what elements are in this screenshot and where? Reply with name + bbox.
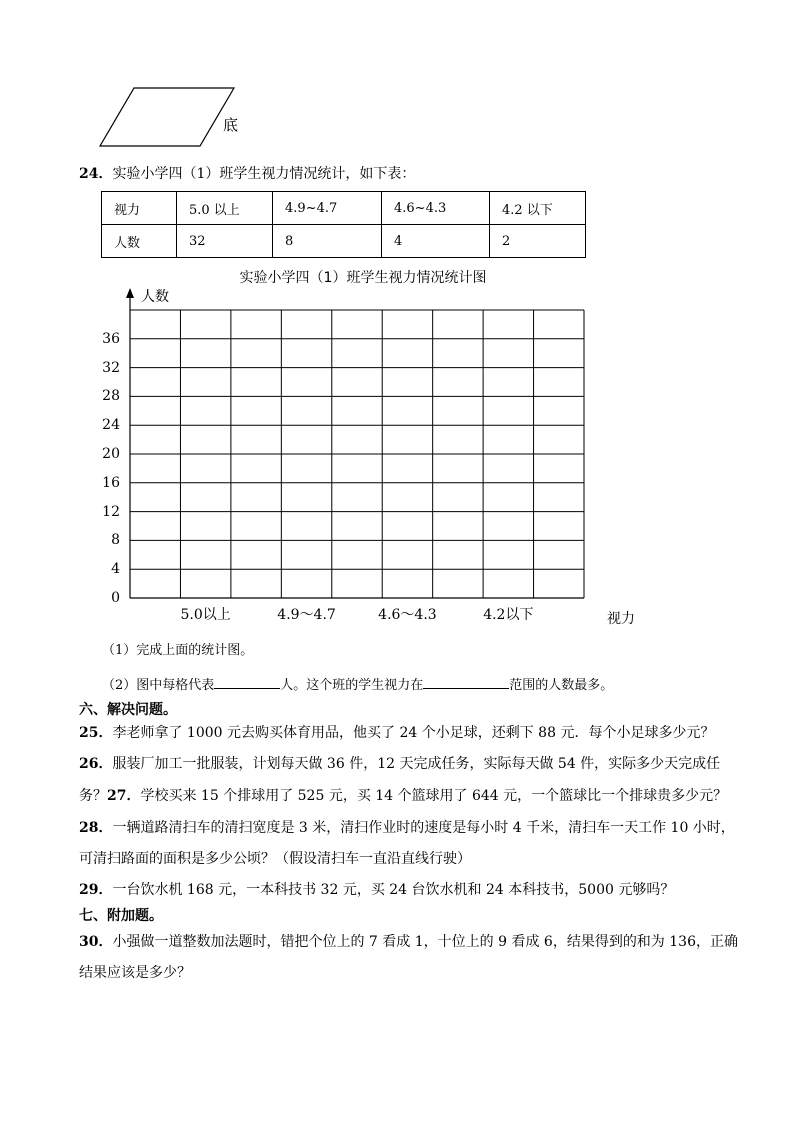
q30-text: 小强做一道整数加法题时，错把个位上的 7 看成 1，十位上的 9 看成 6，结果得到的和为 136，正确	[112, 934, 738, 950]
q30-line2: 结果应该是多少？	[79, 965, 191, 981]
q24-sub1: （1）完成上面的统计图。	[102, 643, 254, 658]
q29-number: 29．	[79, 882, 113, 898]
q28-number: 28．	[79, 820, 113, 836]
chart-x-tick-label: 4.9～4.7	[277, 607, 336, 623]
table-cell: 视力	[102, 192, 177, 225]
chart-y-tick-label: 16	[102, 474, 120, 491]
chart-y-tick-label: 12	[102, 503, 120, 520]
table-cell: 8	[273, 225, 382, 258]
chart-xlabel: 视力	[607, 611, 635, 627]
chart-x-tick-label: 4.6～4.3	[378, 607, 437, 623]
chart-x-tick-label: 5.0以上	[180, 607, 231, 623]
table-cell: 2	[490, 225, 586, 258]
q30-line1	[79, 932, 738, 952]
chart-title: 实验小学四（1）班学生视力情况统计图	[239, 270, 487, 286]
q26-text: 服装厂加工一批服装，计划每天做 36 件，12 天完成任务，实际每天做 54 件，实际多少天完成任	[112, 756, 721, 772]
parallelogram-figure	[96, 84, 241, 150]
q24-text: 实验小学四（1）班学生视力情况统计，如下表：	[112, 166, 416, 182]
q24-sub2-a: （2）图中每格代表	[102, 678, 215, 693]
answer-blank-range[interactable]	[423, 673, 509, 689]
table-cell: 人数	[102, 225, 177, 258]
q26-text-cont: 务？	[79, 788, 107, 804]
q25-number: 25．	[79, 725, 113, 741]
chart-ylabel: 人数	[141, 289, 169, 305]
table-cell: 4.2 以下	[490, 192, 586, 225]
q28-text: 一辆道路清扫车的清扫宽度是 3 米，清扫作业时的速度是每小时 4 千米，清扫车一天工作 10 小时，	[112, 820, 735, 836]
q29-text: 一台饮水机 168 元，一本科技书 32 元，买 24 台饮水机和 24 本科技书，5000 元够吗？	[112, 882, 675, 898]
q26-q27-line	[79, 786, 727, 806]
q25-text: 李老师拿了 1000 元去购买体育用品，他买了 24 个小足球，还剩下 88 元．每个小足球多少元？	[112, 725, 715, 741]
table-cell: 32	[177, 225, 273, 258]
chart-y-tick-label: 28	[102, 388, 120, 405]
table-cell: 5.0 以上	[177, 192, 273, 225]
vision-table-header-row	[102, 192, 586, 225]
table-cell: 4.6~4.3	[382, 192, 490, 225]
q25	[79, 723, 714, 743]
vision-table	[101, 191, 586, 258]
q24-line	[79, 164, 415, 184]
section7-title: 七、附加题。	[79, 908, 163, 924]
chart-x-tick-label: 4.2以下	[483, 607, 534, 623]
q29	[79, 880, 674, 900]
q27-text: 学校买来 15 个排球用了 525 元，买 14 个篮球用了 644 元，一个篮球比一个排球贵多少元？	[140, 788, 728, 804]
parallelogram-base-label: 底	[223, 116, 239, 134]
q24-sub2-b: 人。这个班的学生视力在	[280, 678, 424, 693]
q26-number: 26．	[79, 756, 113, 772]
chart-y-tick-label: 4	[111, 561, 120, 578]
chart-y-axis-arrow	[126, 288, 134, 298]
q27-number: 27．	[107, 788, 141, 804]
vision-table-data-row	[102, 225, 586, 258]
q24-number: 24．	[79, 166, 113, 182]
q26-line1	[79, 754, 720, 774]
q28-line1	[79, 818, 735, 838]
table-cell: 4.9~4.7	[273, 192, 382, 225]
answer-blank-per-cell[interactable]	[214, 673, 280, 689]
chart-y-tick-label: 0	[111, 590, 120, 606]
chart-y-tick-label: 36	[102, 330, 120, 347]
q24-sub2-c: 范围的人数最多。	[509, 678, 614, 693]
q28-line2: 可清扫路面的面积是多少公顷？（假设清扫车一直沿直线行驶）	[79, 851, 471, 867]
q24-sub2	[102, 673, 613, 696]
chart-y-tick-label: 24	[102, 417, 120, 434]
section6-title: 六、解决问题。	[79, 702, 177, 718]
chart-y-tick-label: 32	[102, 359, 120, 376]
chart-y-tick-label: 20	[102, 446, 120, 462]
table-cell: 4	[382, 225, 490, 258]
q30-number: 30．	[79, 934, 113, 950]
chart-y-tick-label: 8	[111, 532, 120, 549]
